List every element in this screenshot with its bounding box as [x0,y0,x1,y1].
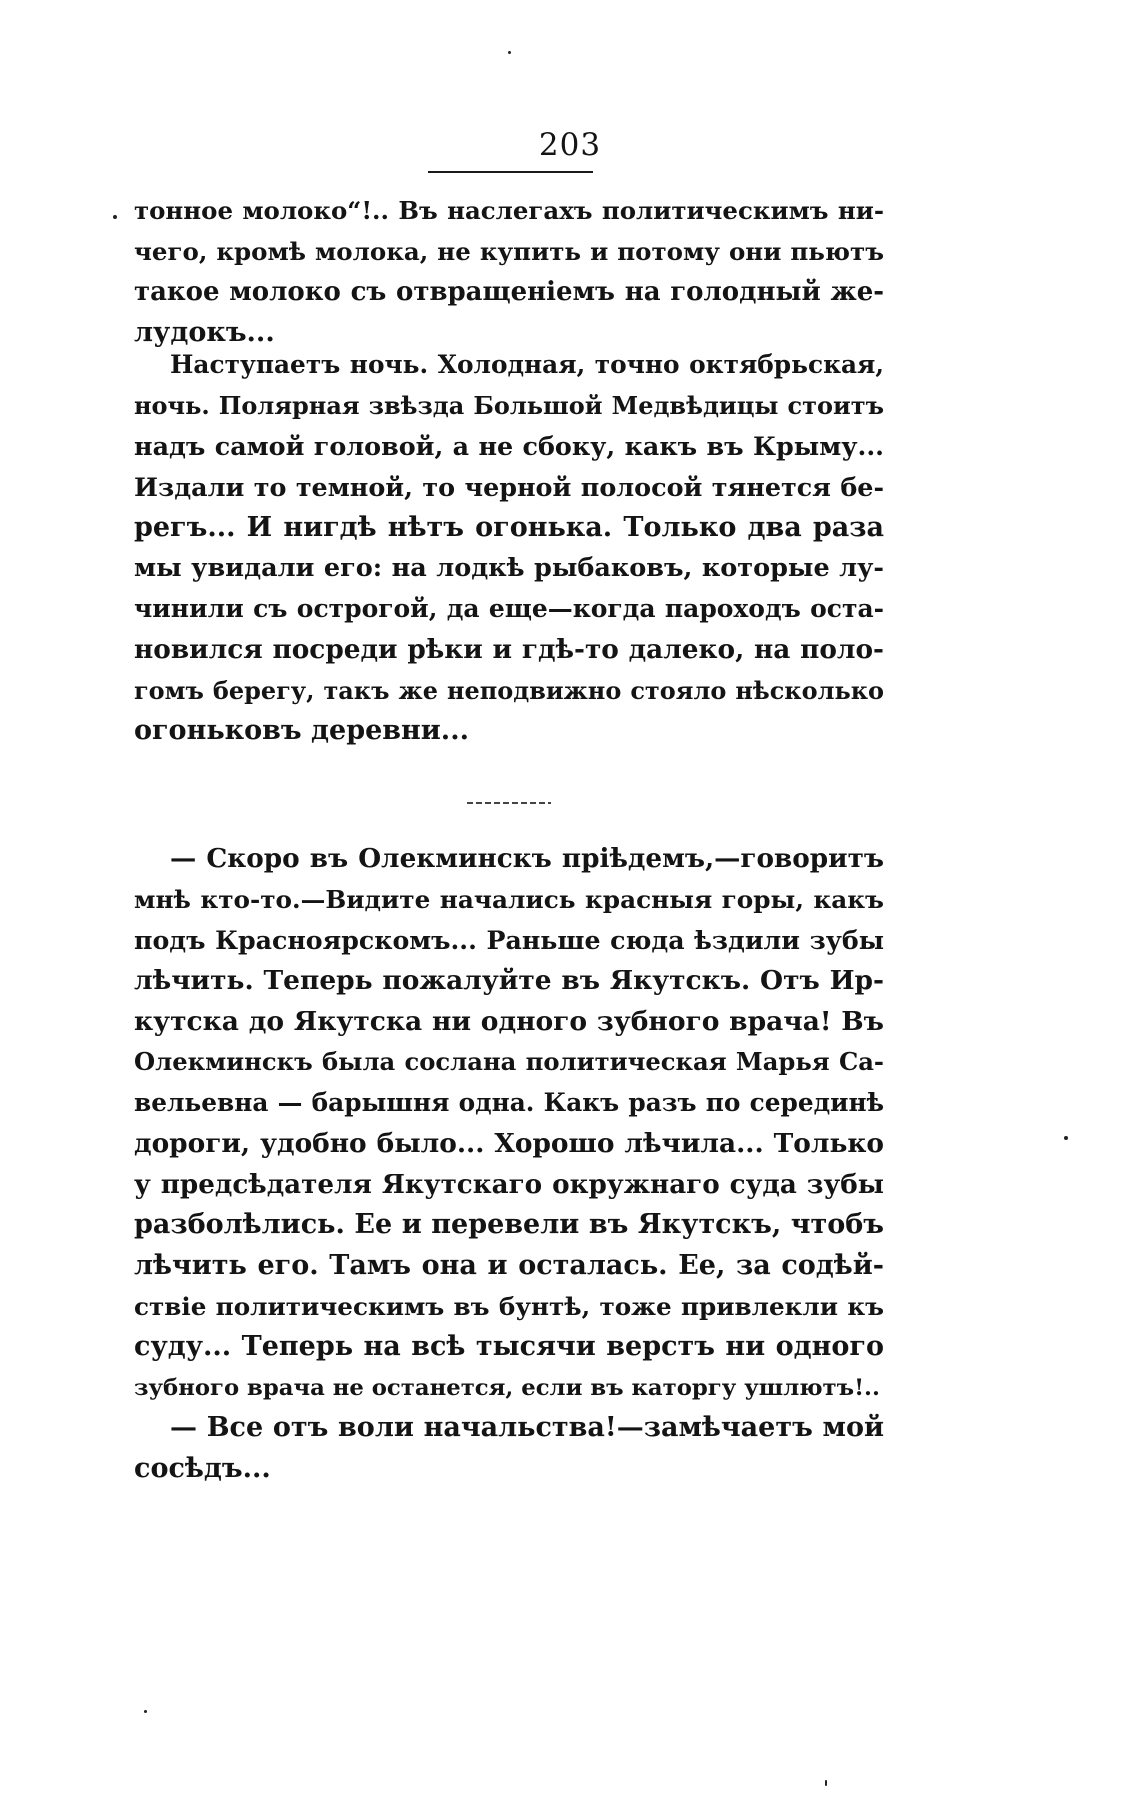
text-line: — Все отъ воли начальства!—замѣчаетъ мой [170,1412,884,1443]
text-line: чего, кромѣ молока, не купить и потому они пьютъ [134,236,884,266]
text-line: подъ Красноярскомъ... Раньше сюда ѣздили зубы [134,925,884,956]
text-line: чинили съ острогой, да еще—когда пароходъ оста- [134,594,884,624]
text-line: у предсѣдателя Якутскаго окружнаго суда зубы [134,1168,884,1200]
scan-speck [1064,1136,1068,1140]
paragraph-neighbor-reply [134,1408,884,1489]
text-line: ночь. Полярная звѣзда Большой Медвѣдицы стоитъ [134,390,884,420]
paragraph-continuation [134,191,884,354]
text-line: лѣчить. Теперь пожалуйте въ Якутскъ. Отъ Ир- [134,965,884,997]
text-line: сосѣдъ... [134,1452,271,1484]
text-line: новился посреди рѣки и гдѣ-то далеко, на поло- [134,633,884,665]
paragraph-night [134,345,884,752]
section-divider [467,802,551,804]
text-line: суду... Теперь на всѣ тысячи верстъ ни одного [134,1331,884,1363]
text-line: разболѣлись. Ее и перевели въ Якутскъ, чтобъ [134,1209,884,1241]
text-line: — Скоро въ Олекминскъ пріѣдемъ,—говоритъ [170,843,884,874]
text-line: дороги, удобно было... Хорошо лѣчила... Только [134,1127,884,1159]
text-line: вельевна — барышня одна. Какъ разъ по серединѣ [134,1088,884,1118]
text-line: зубного врача не останется, если въ каторгу ушлютъ!.. [134,1374,880,1401]
text-line: огоньковъ деревни... [134,715,470,747]
text-line: Издали то темной, то черной полосой тянется бе- [134,472,884,503]
text-line: кутска до Якутска ни одного зубного врача! Въ [134,1005,884,1037]
text-line: регъ... И нигдѣ нѣтъ огонька. Только два раза [134,511,884,543]
text-line: мы увидали его: на лодкѣ рыбаковъ, которые лу- [134,553,884,584]
scan-speck [144,1710,147,1713]
page-number: 203 [538,127,602,163]
text-line: тонное молоко“!.. Въ наслегахъ политическимъ ни- [134,196,884,225]
text-line: лудокъ... [134,317,275,349]
text-line: мнѣ кто-то.—Видите начались красныя горы, какъ [134,884,884,914]
text-line: гомъ берегу, такъ же неподвижно стояло нѣсколько [134,676,884,705]
text-line: такое молоко съ отвращеніемъ на голодный же- [134,277,884,308]
text-line: ствіе политическимъ въ бунтѣ, тоже привлекли къ [134,1291,884,1321]
text-line: надъ самой головой, а не сбоку, какъ въ Крыму... [134,431,884,462]
text-line: Наступаетъ ночь. Холодная, точно октябрьская, [170,350,884,379]
scan-speck [825,1780,827,1786]
scan-speck [508,51,511,54]
page-number-rule [428,171,593,173]
text-line: лѣчить его. Тамъ она и осталась. Ее, за содѣй- [134,1249,884,1281]
paragraph-dialogue [134,839,884,1409]
scan-speck [113,215,117,219]
text-line: Олекминскъ была сослана политическая Марья Са- [134,1047,884,1077]
